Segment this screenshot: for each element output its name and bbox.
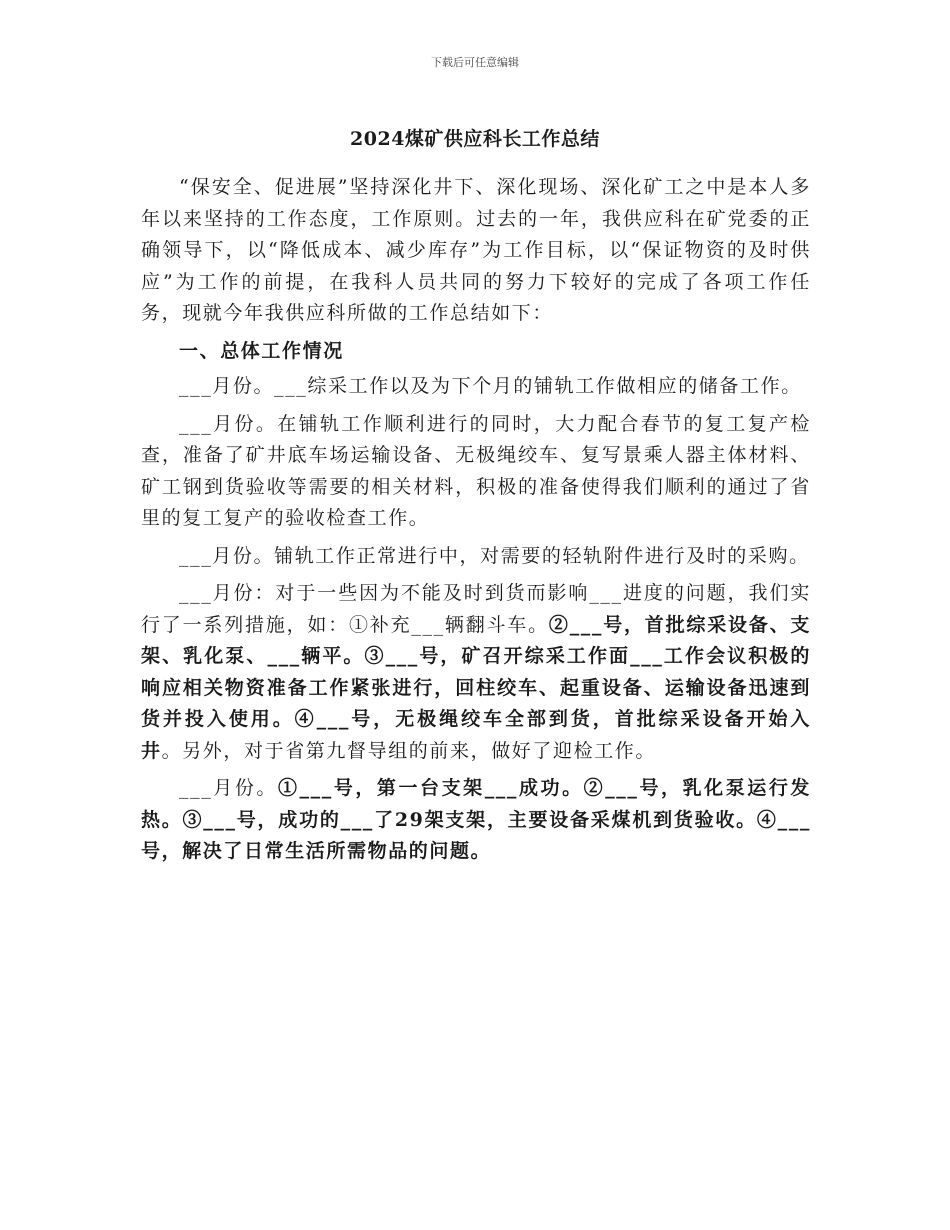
document-body bbox=[141, 172, 811, 874]
paragraph-month-4-part-c: 。另外，对于省第九督导组的前来，做好了迎检工作。 bbox=[161, 739, 657, 762]
paragraph-month-1: ___月份。___综采工作以及为下个月的铺轨工作做相应的储备工作。 bbox=[179, 375, 802, 397]
paragraph-month-4-part-a: ___月份：对于一些因为不能及时到货而影响___进度的问题，我们实行了一系列措施，如：①补充___辆翻斗车。 bbox=[141, 582, 811, 636]
paragraph-month-4 bbox=[141, 578, 811, 767]
paragraph-month-2: ___月份。在铺轨工作顺利进行的同时，大力配合春节的复工复产检查，准备了矿井底车场运输设备、无极绳绞车、复写景乘人器主体材料、矿工钢到货验收等需要的相关材料，积极的准备使得我们顺利的通过了省里的复工复产的验收检查工作。 bbox=[141, 412, 811, 529]
paragraph-month-5-bold: ①___号，第一台支架___成功。②___号，乳化泵运行发热。③___号，成功的___了29架支架，主要设备采煤机到货验收。④___号，解决了日常生活所需物品的问题。 bbox=[141, 777, 811, 862]
header-note: 下载后可任意编辑 bbox=[431, 56, 519, 69]
intro-paragraph: “保安全、促进展”坚持深化井下、深化现场、深化矿工之中是本人多年以来坚持的工作态度，工作原则。过去的一年，我供应科在矿党委的正确领导下，以“降低成本、减少库存”为工作目标，以“保证物资的及时供应”为工作的前提，在我科人员共同的努力下较好的完成了各项工作任务，现就今年我供应科所做的工作总结如下： bbox=[141, 176, 811, 324]
document-title: 2024煤矿供应科长工作总结 bbox=[350, 128, 600, 150]
paragraph-month-5-part-a: ___月份。 bbox=[179, 777, 278, 799]
section-heading: 一、总体工作情况 bbox=[179, 339, 344, 362]
paragraph-month-5 bbox=[141, 773, 811, 868]
paragraph-month-4-bold: ②___号，首批综采设备、支架、乳化泵、___辆平。③___号，矿召开综采工作面___工作会议积极的响应相关物资准备工作紧张进行，回柱绞车、起重设备、运输设备迅速到货并投入使用。④___号，无极绳绞车全部到货，首批综采设备开始入井 bbox=[141, 613, 812, 762]
paragraph-month-3: ___月份。铺轨工作正常进行中，对需要的轻轨附件进行及时的采购。 bbox=[179, 544, 810, 567]
